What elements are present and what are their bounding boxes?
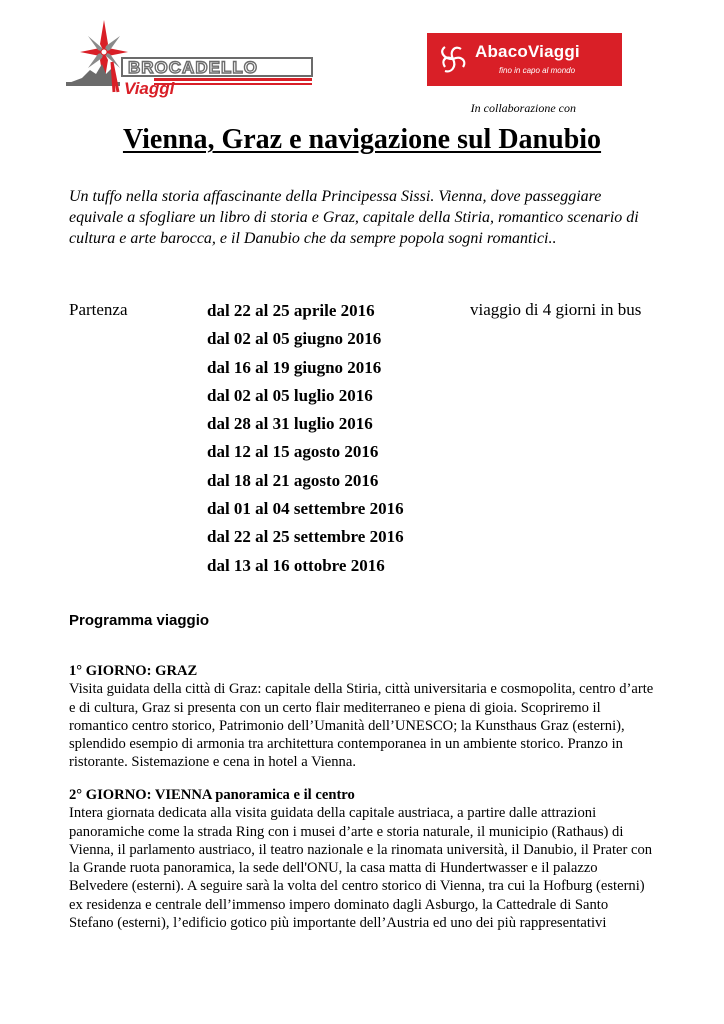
intro-paragraph: Un tuffo nella storia affascinante della Principessa Sissi. Vienna, dove passeggiare equivale a sfogliare un libro di storia e Graz, capitale della Stiria, romantico scenario di cultura e arte barocca, e il Danubio che da sempre popola sogni romantici.. bbox=[69, 188, 639, 247]
program-heading: Programma viaggio bbox=[69, 612, 210, 629]
day-text-line: Belvedere (esterni). A seguire sarà la volta del centro storico di Vienna, tra cui la Hofburg (esterni) bbox=[69, 878, 645, 895]
day-text-line: ristorante. Sistemazione e cena in hotel a Vienna. bbox=[69, 754, 356, 771]
departure-date: dal 28 al 31 luglio 2016 bbox=[207, 414, 373, 434]
swirl-icon bbox=[435, 41, 471, 77]
departure-date: dal 02 al 05 luglio 2016 bbox=[207, 385, 373, 405]
page-title: Vienna, Graz e navigazione sul Danubio bbox=[122, 124, 602, 155]
viaggi-wordmark: Viaggi bbox=[124, 79, 175, 98]
day-text-line: Vienna, il parlamento austriaco, il teatro nazionale e la rinomata università, il Danubio, il Prater con bbox=[69, 841, 653, 858]
day-heading: 1° GIORNO: GRAZ bbox=[69, 663, 198, 679]
day-text-line: splendido esempio di armonia tra architettura contemporanea in un ambiente storico. Pranzo in bbox=[69, 736, 623, 753]
departure-date: dal 18 al 21 agosto 2016 bbox=[207, 470, 379, 490]
departure-label: Partenza bbox=[69, 300, 128, 319]
abacoviaggi-tagline: fino in capo al mondo bbox=[499, 66, 576, 75]
trip-duration-note: viaggio di 4 giorni in bus bbox=[470, 300, 642, 319]
brocadello-wordmark: BROCADELLO bbox=[128, 58, 258, 77]
brocadello-logo bbox=[62, 18, 322, 98]
departure-date: dal 22 al 25 settembre 2016 bbox=[207, 527, 404, 547]
day-text-line: Intera giornata dedicata alla visita guidata della capitale austriaca, a partire dalle attrazioni bbox=[69, 805, 597, 822]
day-section bbox=[69, 662, 669, 772]
day-text-line: Visita guidata della città di Graz: capitale della Stiria, città universitaria e cosmopolita, centro d’arte bbox=[69, 681, 654, 698]
departure-date: dal 12 al 15 agosto 2016 bbox=[207, 442, 379, 462]
collaboration-note: In collaborazione con bbox=[470, 101, 576, 115]
departure-date: dal 01 al 04 settembre 2016 bbox=[207, 499, 404, 519]
day-text-line: ex residenza e centrale dell’immenso impero dominato dagli Asburgo, la Cattedrale di Santo bbox=[69, 896, 609, 913]
day-text-line: romantico centro storico, Patrimonio dell’Umanità dell’UNESCO; la Kunsthaus Graz (esterni), bbox=[69, 717, 625, 734]
day-section bbox=[69, 786, 669, 932]
day-text-line: Stefano (esterni), l’edificio gotico più importante dell’Austria ed uno dei più rappresentativi bbox=[69, 915, 607, 932]
abacoviaggi-logo bbox=[427, 33, 622, 86]
day-text-line: e di cultura, Graz si presenta con un certo flair mediterraneo e piena di gioia. Scopriremo il bbox=[69, 699, 601, 716]
abacoviaggi-wordmark: AbacoViaggi bbox=[475, 42, 580, 61]
day-heading: 2° GIORNO: VIENNA panoramica e il centro bbox=[69, 787, 355, 803]
departure-date: dal 02 al 05 giugno 2016 bbox=[207, 329, 382, 349]
departure-date: dal 22 al 25 aprile 2016 bbox=[207, 301, 375, 320]
departure-date: dal 13 al 16 ottobre 2016 bbox=[207, 555, 385, 575]
day-text-line: la Grande ruota panoramica, la sede dell'ONU, la casa matta di Hundertwasser e il palazzo bbox=[69, 860, 598, 877]
departure-dates-list bbox=[207, 300, 404, 583]
day-text-line: panoramiche come la strada Ring con i musei d’arte e storia naturale, il municipio (Rathaus) di bbox=[69, 823, 624, 840]
departure-date: dal 16 al 19 giugno 2016 bbox=[207, 357, 382, 377]
